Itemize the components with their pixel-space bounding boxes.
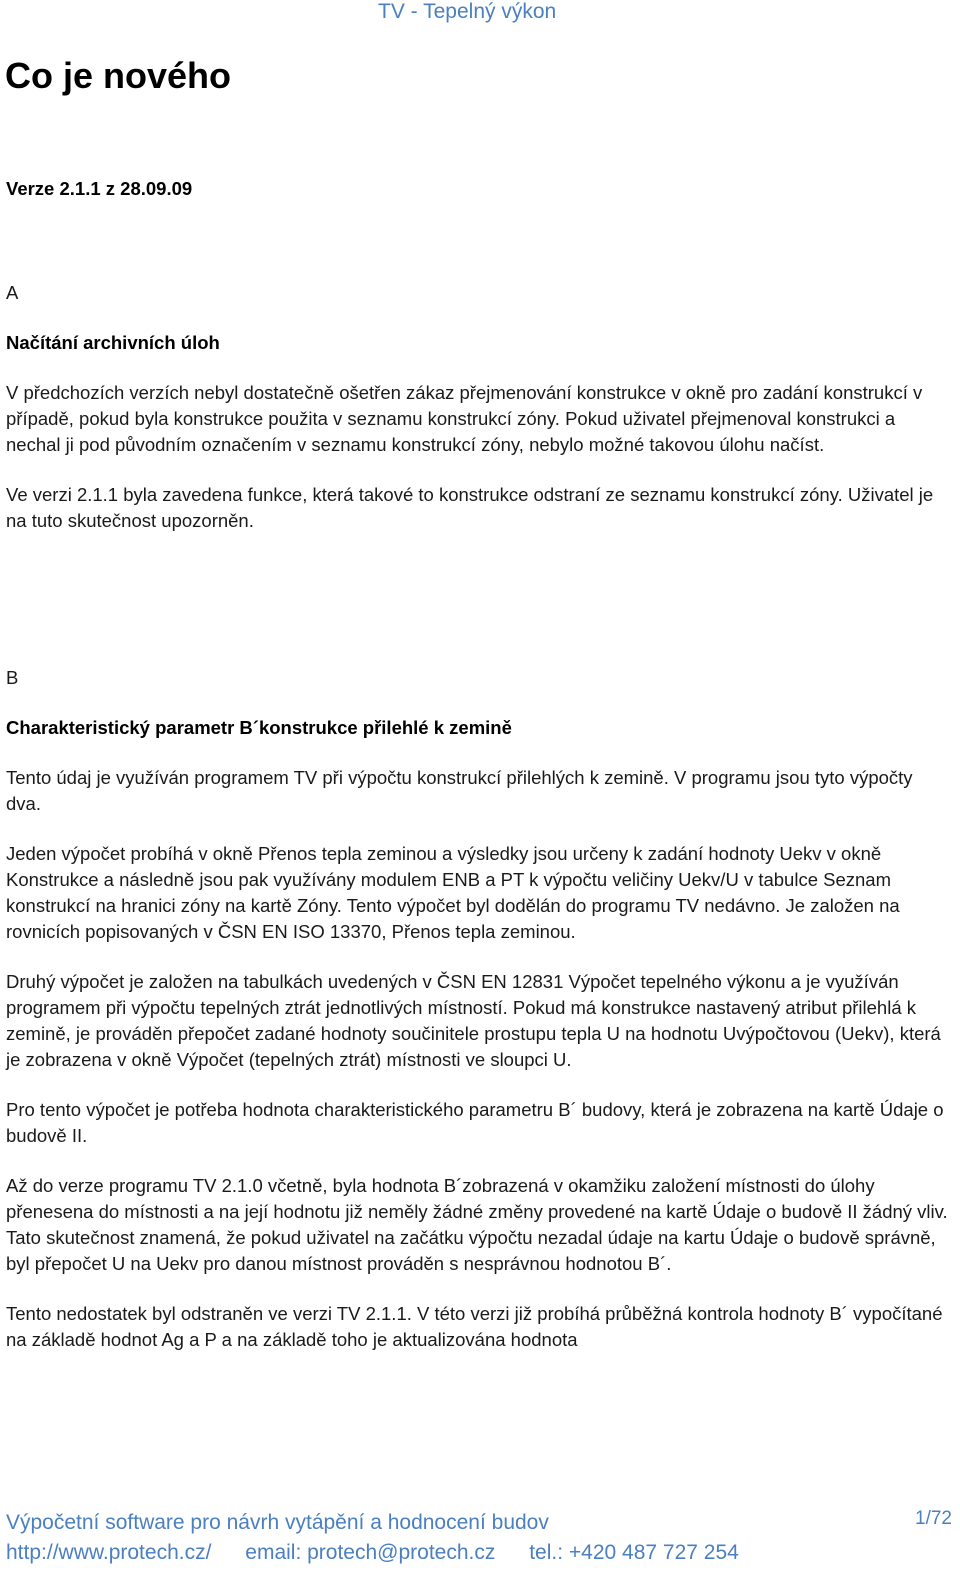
footer-contacts [6,1539,767,1567]
page-footer [6,1509,952,1579]
section-b-paragraph-6: Tento nedostatek byl odstraněn ve verzi TV 2.1.1. V této verzi již probíhá průběžná kontrola hodnoty B´ vypočítané na základě hodnot Ag a P a na základě toho je aktualizována hodnota [6,1303,943,1350]
footer-website-link[interactable]: http://www.protech.cz/ [6,1541,212,1564]
page-title: Co je nového [5,55,232,96]
section-b-heading: Charakteristický parametr B´konstrukce přilehlé k zemině [6,717,512,738]
document-body [6,176,950,1353]
section-b-paragraph-3: Druhý výpočet je založen na tabulkách uvedených v ČSN EN 12831 Výpočet tepelného výkonu a je využíván programem při výpočtu tepelných ztrát jednotlivých místností. Pokud má konstrukce nastavený atribut přilehlá k zemině, je prováděn přepočet zadané hodnoty součinitele prostupu tepla U na hodnotu Uvýpočtovou (Uekv), která je zobrazena v okně Výpočet (tepelných ztrát) místnosti ve sloupci U. [6,971,941,1070]
section-a-heading: Načítání archivních úloh [6,332,220,353]
section-a-paragraph-1: V předchozích verzích nebyl dostatečně ošetřen zákaz přejmenování konstrukce v okně pro zadání konstrukcí v případě, pokud byla konstrukce použita v seznamu konstrukcí zóny. Pokud uživatel přejmenoval konstrukci a nechal ji pod původním označením v seznamu konstrukcí zóny, nebylo možné takovou úlohu načíst. [6,382,923,455]
section-b-paragraph-4: Pro tento výpočet je potřeba hodnota charakteristického parametru B´ budovy, která je zobrazena na kartě Údaje o budově II. [6,1099,944,1146]
section-b-paragraph-1: Tento údaj je využíván programem TV při výpočtu konstrukcí přilehlých k zemině. V programu jsou tyto výpočty dva. [6,767,913,814]
page-number: 1/72 [915,1508,952,1529]
section-b-paragraph-2: Jeden výpočet probíhá v okně Přenos tepla zeminou a výsledky jsou určeny k zadání hodnoty Uekv v okně Konstrukce a následně jsou pak využívány modulem ENB a PT k výpočtu veličiny Uekv/U v tabulce Seznam konstrukcí na hranici zóny na kartě Zóny. Tento výpočet byl dodělán do programu TV nedávno. Je založen na rovnicích popisovaných v ČSN EN ISO 13370, Přenos tepla zeminou. [6,843,900,942]
footer-phone: tel.: +420 487 727 254 [529,1541,739,1564]
page-header-product: TV - Tepelný výkon [378,0,557,23]
footer-email[interactable]: email: protech@protech.cz [245,1541,496,1564]
section-a-letter: A [6,282,19,303]
section-b-letter: B [6,667,19,688]
footer-tagline: Výpočetní software pro návrh vytápění a hodnocení budov [6,1511,549,1534]
section-b-paragraph-5: Až do verze programu TV 2.1.0 včetně, byla hodnota B´zobrazená v okamžiku založení místnosti do úlohy přenesena do místnosti a na její hodnotu již neměly žádné změny provedené na kartě Údaje o budově II žádný vliv. Tato skutečnost znamená, že pokud uživatel na začátku výpočtu nezadal údaje na kartu Údaje o budově správně, byl přepočet U na Uekv pro danou místnost prováděn s nesprávnou hodnotou B´. [6,1175,948,1274]
version-line: Verze 2.1.1 z 28.09.09 [6,178,193,199]
section-a-paragraph-2: Ve verzi 2.1.1 byla zavedena funkce, která takové to konstrukce odstraní ze seznamu konstrukcí zóny. Uživatel je na tuto skutečnost upozorněn. [6,484,934,531]
